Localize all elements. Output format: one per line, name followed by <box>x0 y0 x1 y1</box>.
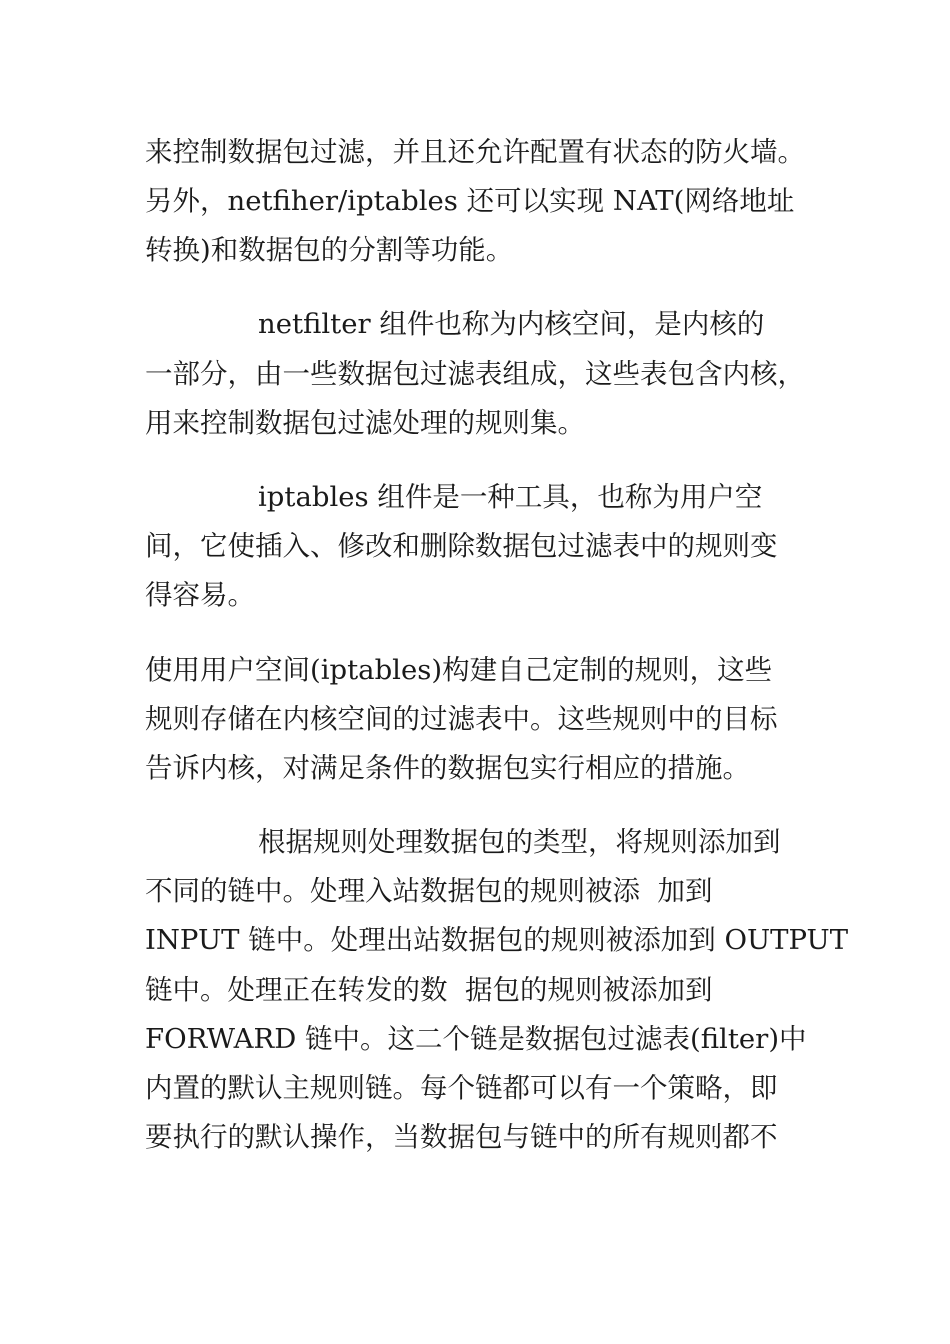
text-line: 另外，netfiher/iptables 还可以实现 NAT(网络地址 <box>145 185 795 217</box>
text-line: 转换)和数据包的分割等功能。 <box>145 234 514 266</box>
text-line: 根据规则处理数据包的类型，将规则添加到 <box>258 826 781 858</box>
text-line: 规则存储在内核空间的过滤表中。这些规则中的目标 <box>145 703 778 735</box>
text-line: 间，它使插入、修改和删除数据包过滤表中的规则变 <box>145 530 778 562</box>
text-line: 得容易。 <box>145 579 255 611</box>
text-line: 告诉内核，对满足条件的数据包实行相应的措施。 <box>145 752 750 784</box>
text-line: 链中。处理正在转发的数 据包的规则被添加到 <box>145 974 713 1006</box>
text-line: 使用用户空间(iptables)构建自己定制的规则，这些 <box>145 654 773 686</box>
text-line: 一部分，由一些数据包过滤表组成，这些表包含内核， <box>145 358 805 390</box>
text-line: 要执行的默认操作，当数据包与链中的所有规则都不 <box>145 1121 778 1153</box>
text-line: 来控制数据包过滤，并且还允许配置有状态的防火墙。 <box>145 136 805 168</box>
text-line: 内置的默认主规则链。每个链都可以有一个策略，即 <box>145 1072 778 1104</box>
text-line: INPUT 链中。处理出站数据包的规则被添加到 OUTPUT <box>145 924 849 956</box>
text-line: FORWARD 链中。这二个链是数据包过滤表(filter)中 <box>145 1023 807 1055</box>
text-line: 用来控制数据包过滤处理的规则集。 <box>145 407 585 439</box>
text-line: iptables 组件是一种工具，也称为用户空 <box>258 481 763 513</box>
text-line: 不同的链中。处理入站数据包的规则被添 加到 <box>145 875 713 907</box>
text-line: netfilter 组件也称为内核空间，是内核的 <box>258 308 765 340</box>
